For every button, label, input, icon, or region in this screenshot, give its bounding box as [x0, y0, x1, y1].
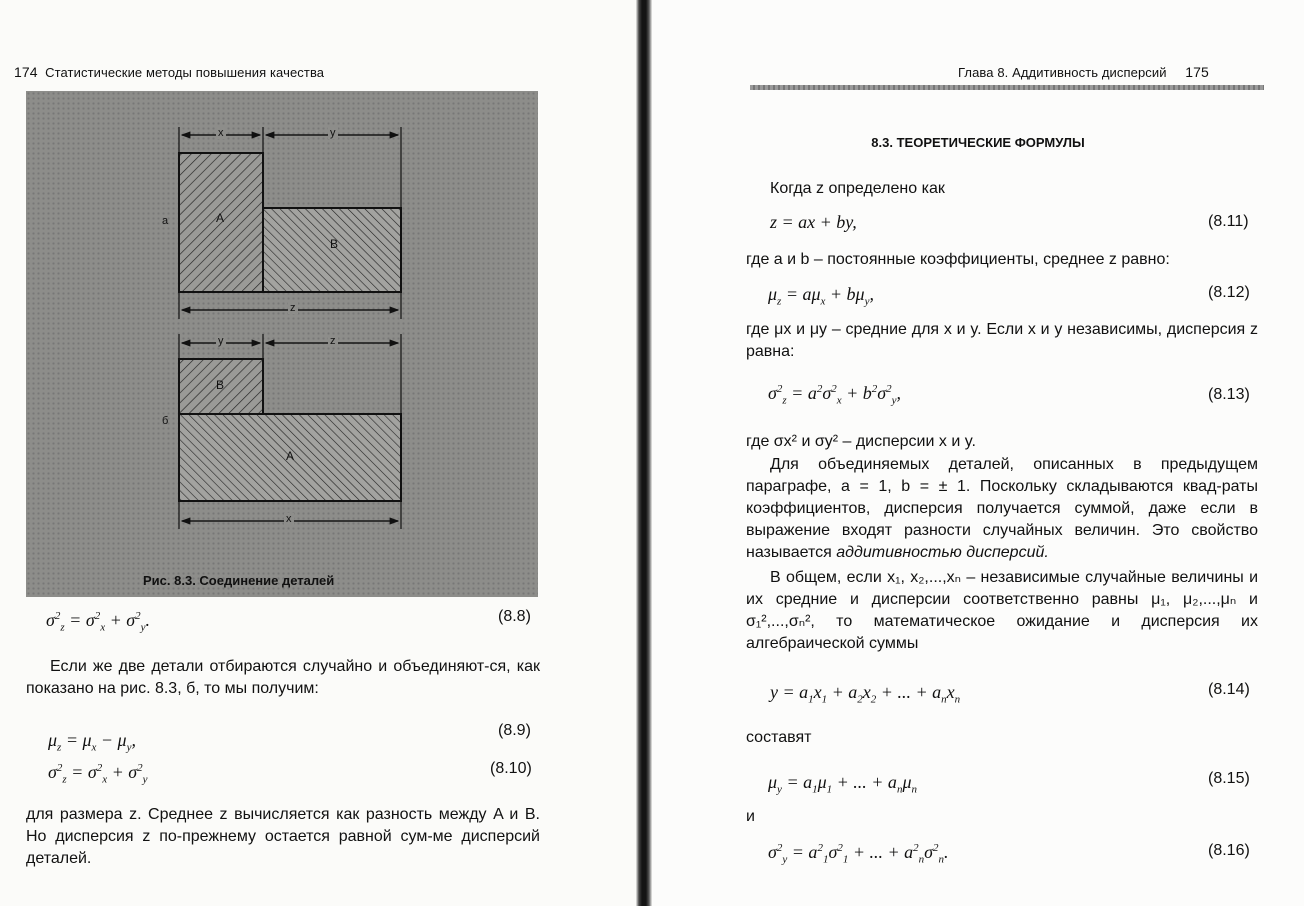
dim-x-bottom-b: x [286, 513, 292, 525]
section-title: 8.3. ТЕОРЕТИЧЕСКИЕ ФОРМУЛЫ [871, 135, 1085, 150]
equation-8-13: $\sigma^2_z = a^2\sigma^2_x + b^2\sigma^2_y$, [768, 383, 902, 407]
paragraph-size-z: для размера z. Среднее z вычисляется как разность между A и B. Но дисперсия z по-прежнему остается равной сум-ме дисперсий деталей. [26, 806, 540, 867]
intro-line: Когда z определено как [770, 180, 945, 197]
book-spine [636, 0, 652, 906]
label-a: а [162, 215, 169, 227]
paragraph-means: где μx и μy – средние для x и y. Если x и y независимы, дисперсия z равна: [746, 321, 1258, 360]
label-b: б [162, 415, 169, 427]
paragraph-general: В общем, если x₁, x₂,...,xₙ – независимые случайные величины и их средние и дисперсии соответственно равны μ₁, μ₂,...,μₙ и σ₁²,...,σₙ², то математическое ожидание и дисперсия их алгебраической суммы [746, 569, 1258, 652]
running-header-right [958, 64, 1209, 80]
eqnum-8-9: (8.9) [498, 722, 531, 739]
paragraph-random-parts: Если же две детали отбираются случайно и объединяют-ся, как показано на рис. 8.3, б, то мы получим: [26, 658, 540, 697]
equation-8-15: $\mu_y = a_1\mu_1$ + ... + $a_n\mu_n$ [768, 772, 917, 796]
left-page [0, 0, 636, 906]
figure-drawing [26, 91, 538, 597]
page-number-left: 174 [14, 64, 38, 80]
header-rule [750, 85, 1264, 90]
eqnum-8-12: (8.12) [1208, 284, 1250, 301]
equation-8-8: $\sigma^2_z = \sigma^2_x + \sigma^2_y$. [46, 610, 151, 634]
dim-z-bottom-a: z [290, 302, 296, 314]
equation-8-10: $\sigma^2_z = \sigma^2_x + \sigma^2_y$ [48, 762, 148, 786]
dim-y-top-a: y [330, 127, 336, 139]
additivity-term: аддитивностью дисперсий. [836, 544, 1049, 561]
equation-8-9: $\mu_z = \mu_x - \mu_y$, [48, 730, 136, 754]
right-page [652, 0, 1304, 906]
running-head-right: Глава 8. Аддитивность дисперсий [958, 65, 1167, 80]
running-header-left [14, 64, 324, 80]
dim-z-top-b: z [330, 335, 336, 347]
equation-8-11: z = ax + by, [770, 212, 857, 232]
combined-text: Для объединяемых деталей, описанных в предыдущем параграфе, a = 1, b = ± 1. Поскольку складываются квад-раты коэффициентов, дисперсия получается суммой, даже если в выражение входят разности случайных величин. Это свойство называется [746, 456, 1258, 561]
equation-8-14: $y = a_1x_1 + a_2x_2$ + ... + $a_nx_n$ [770, 682, 961, 706]
eqnum-8-16: (8.16) [1208, 842, 1250, 859]
part-B-a: B [330, 237, 339, 251]
paragraph-coefficients: где a и b – постоянные коэффициенты, среднее z равно: [746, 251, 1170, 268]
eqnum-8-11: (8.11) [1208, 213, 1249, 230]
equation-8-12: $\mu_z = a\mu_x + b\mu_y$, [768, 284, 874, 308]
paragraph-dispersions: где σx² и σy² – дисперсии x и y. [746, 433, 976, 450]
word-i: и [746, 808, 755, 825]
equation-8-16: $\sigma^2_y = a^2_1\sigma^2_1$ + ... + $a^2_n\sigma^2_n$. [768, 842, 949, 866]
eqnum-8-10: (8.10) [490, 760, 532, 777]
page-number-right: 175 [1185, 64, 1209, 80]
part-A-a: A [216, 211, 225, 225]
part-B-b: B [216, 378, 225, 392]
eqnum-8-15: (8.15) [1208, 770, 1250, 787]
running-head-left: Статистические методы повышения качества [45, 65, 325, 80]
eqnum-8-13: (8.13) [1208, 386, 1250, 403]
figure-8-3 [26, 91, 538, 597]
eqnum-8-14: (8.14) [1208, 681, 1250, 698]
figure-caption: Рис. 8.3. Соединение деталей [143, 573, 335, 588]
part-A-b: A [286, 449, 295, 463]
dim-y-top-b: y [218, 335, 224, 347]
word-sostavyat: составят [746, 729, 812, 746]
eqnum-8-8: (8.8) [498, 608, 531, 625]
dim-x-top-a: x [218, 127, 224, 139]
paragraph-combined-parts [746, 454, 1258, 564]
